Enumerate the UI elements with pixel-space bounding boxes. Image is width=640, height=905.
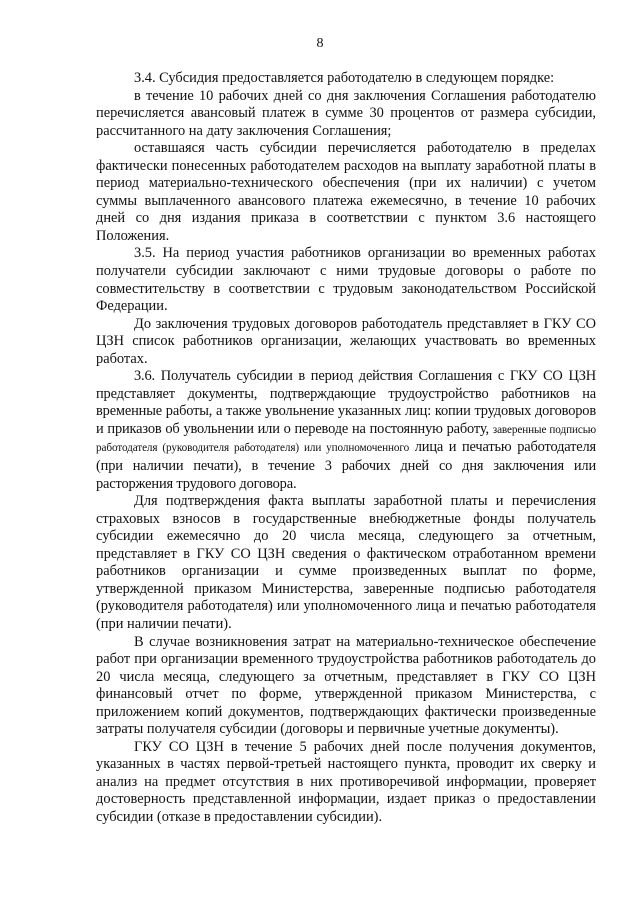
paragraph-employee-list: До заключения трудовых договоров работодатель представляет в ГКУ СО ЦЗН список работников организации, желающих участвовать во временных работах.: [96, 315, 596, 367]
document-body: [96, 70, 596, 827]
paragraph-advance-payment: в течение 10 рабочих дней со дня заключения Соглашения работодателю перечисляется авансовый платеж в сумме 30 процентов от размера субсидии, рассчитанного на дату заключения Соглашения;: [96, 87, 596, 139]
paragraph-wage-confirmation: Для подтверждения факта выплаты заработной платы и перечисления страховых взносов в государственные внебюджетные фонды получатель субсидии ежемесячно до 20 числа месяца, следующего за отчетным, представляет в ГКУ СО ЦЗН сведения о фактическом отработанном времени работников организации и сумме произведенных выплат по форме, утвержденной приказом Министерства, заверенные подписью работодателя (руководителя работодателя) или уполномоченного лица и печатью работодателя (при наличии печати).: [96, 493, 596, 632]
paragraph-material-costs: В случае возникновения затрат на материально-техническое обеспечение работ при организации временного трудоустройства работников работодатель до 20 числа месяца, следующего за отчетным, представляет в ГКУ СО ЦЗН финансовый отчет по форме, утвержденной приказом Министерства, с приложением копий документов, подтверждающих фактически произведенные затраты получателя субсидии (договоры и первичные учетные документы).: [96, 633, 596, 738]
paragraph-3-6-small-text: заверенные подписью работодателя (руководителя работодателя) или уполномоченного: [96, 423, 596, 455]
paragraph-remaining-subsidy: оставшаяся часть субсидии перечисляется работодателю в пределах фактически понесенных работодателем расходов на выплату заработной платы в период материально-технического обеспечения (при их наличии) с учетом суммы выплаченного авансового платежа ежемесячно, в течение 10 рабочих дней со дня издания приказа в соответствии с пунктом 3.6 настоящего Положения.: [96, 140, 596, 244]
paragraph-gku-review: ГКУ СО ЦЗН в течение 5 рабочих дней после получения документов, указанных в частях первой-третьей настоящего пункта, проводит их сверку и анализ на предмет отсутствия в них противоречивой информации, проверяет достоверность представленной информации, издает приказ о предоставлении субсидии (отказе в предоставлении субсидии).: [96, 738, 596, 825]
page-number: 8: [316, 36, 324, 51]
paragraph-3-5: 3.5. На период участия работников организации во временных работах получатели субсидии заключают с ними трудовые договоры о работе по совместительству в соответствии с трудовым законодательством Российской Федерации.: [96, 245, 596, 315]
paragraph-3-6: [96, 368, 596, 493]
paragraph-3-4: 3.4. Субсидия предоставляется работодателю в следующем порядке:: [134, 70, 555, 86]
paragraph-3-6-end: лица и печатью работодателя (при наличии печати), в течение 3 рабочих дней со дня заключения или расторжения трудового договора.: [96, 439, 596, 492]
paragraph-3-6-start: 3.6. Получатель субсидии в период действия Соглашения с ГКУ СО ЦЗН представляет документы, подтверждающие трудоустройство работников на временные работы, а также увольнение указанных лиц: копии трудовых договоров и приказов об увольнении или о переводе на постоянную работу,: [96, 368, 596, 437]
